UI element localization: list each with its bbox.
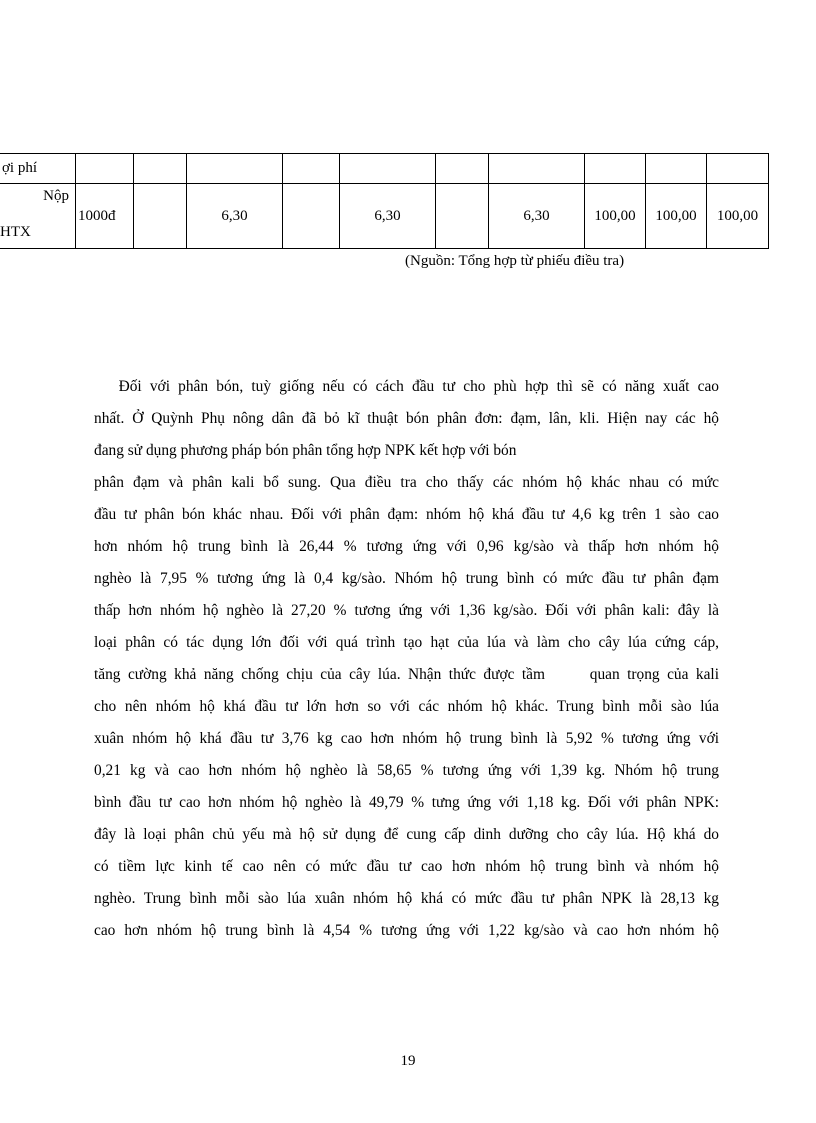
table-cell (646, 154, 707, 184)
ratio-cell: 100,00 (646, 184, 707, 249)
table-cell (134, 184, 187, 249)
row-label: ợi phí (2, 160, 38, 176)
table-cell (585, 154, 646, 184)
table-cell (489, 154, 585, 184)
body-line: nhất. Ở Quỳnh Phụ nông dân đã bỏ kĩ thuật bón phân đơn: đạm, lân, kli. Hiện nay các hộ (94, 410, 719, 427)
body-line: đây là loại phân chủ yếu mà hộ sử dụng để cung cấp dinh dưỡng cho cây lúa. Hộ khá do (94, 826, 719, 843)
body-line: đang sử dụng phương pháp bón phân tổng hợp NPK kết hợp với bón (94, 442, 517, 459)
body-line: bình đầu tư cao hơn nhóm hộ nghèo là 49,79 % tưng ứng với 1,18 kg. Đối với phân NPK: (94, 794, 719, 811)
table-cell (340, 154, 436, 184)
table-cell (76, 154, 134, 184)
body-line: đầu tư phân bón khác nhau. Đối với phân đạm: nhóm hộ khá đầu tư 4,6 kg trên 1 sào cao (94, 506, 719, 523)
body-line: 0,21 kg và cao hơn nhóm hộ nghèo là 58,65 % tương ứng với 1,39 kg. Nhóm hộ trung (94, 762, 719, 779)
body-line: nghèo là 7,95 % tương ứng là 0,4 kg/sào. Nhóm hộ trung bình có mức đầu tư phân đạm (94, 570, 719, 587)
value-cell: 6,30 (340, 184, 436, 249)
page-number: 19 (400, 1053, 416, 1069)
table-row (0, 184, 769, 249)
value-cell: 6,30 (489, 184, 585, 249)
table-cell (283, 154, 340, 184)
row-label-line1: Nộp (43, 188, 69, 204)
row-label-line2: HTX (0, 224, 31, 240)
body-line: cao hơn nhóm hộ trung bình là 4,54 % tương ứng với 1,22 kg/sào và cao hơn nhóm hộ (94, 922, 719, 939)
row-label-cell (0, 184, 76, 249)
body-line: loại phân có tác dụng lớn đối với quá trình tạo hạt của lúa và làm cho cây lúa cứng cáp, (94, 634, 719, 651)
source-note: (Nguồn: Tổng hợp từ phiếu điều tra) (405, 253, 625, 269)
unit-cell: 1000đ (76, 184, 134, 249)
body-line: tăng cường khả năng chống chịu của cây lúa. Nhận thức được tầm quan trọng của kali (94, 666, 719, 683)
table-cell (707, 154, 769, 184)
body-line: phân đạm và phân kali bổ sung. Qua điều tra cho thấy các nhóm hộ khác nhau có mức (94, 474, 719, 491)
table-cell (187, 154, 283, 184)
body-line: Đối với phân bón, tuỳ giống nếu có cách đầu tư cho phù hợp thì sẽ có năng xuất cao (94, 378, 719, 395)
body-line: nghèo. Trung bình mỗi sào lúa xuân nhóm hộ khá có mức đầu tư phân NPK là 28,13 kg (94, 890, 719, 907)
ratio-cell: 100,00 (585, 184, 646, 249)
value-cell: 6,30 (187, 184, 283, 249)
body-line: cho nên nhóm hộ khá đầu tư lớn hơn so với các nhóm hộ khác. Trung bình mỗi sào lúa (94, 698, 719, 715)
ratio-cell: 100,00 (707, 184, 769, 249)
row-label-cell (0, 154, 76, 184)
table-cell (134, 154, 187, 184)
body-line: có tiềm lực kinh tế cao nên có mức đầu tư cao hơn nhóm hộ trung bình và nhóm hộ (94, 858, 719, 875)
table-cell (436, 154, 489, 184)
body-line: hơn nhóm hộ trung bình là 26,44 % tương ứng với 0,96 kg/sào và thấp hơn nhóm hộ (94, 538, 719, 555)
body-line: xuân nhóm hộ khá đầu tư 3,76 kg cao hơn nhóm hộ trung bình là 5,92 % tương ứng với (94, 730, 719, 747)
body-line: thấp hơn nhóm hộ nghèo là 27,20 % tương ứng với 1,36 kg/sào. Đối với phân kali: đây là (94, 602, 719, 619)
table-cell (283, 184, 340, 249)
data-table (0, 153, 769, 249)
table-cell (436, 184, 489, 249)
table-row (0, 154, 769, 184)
